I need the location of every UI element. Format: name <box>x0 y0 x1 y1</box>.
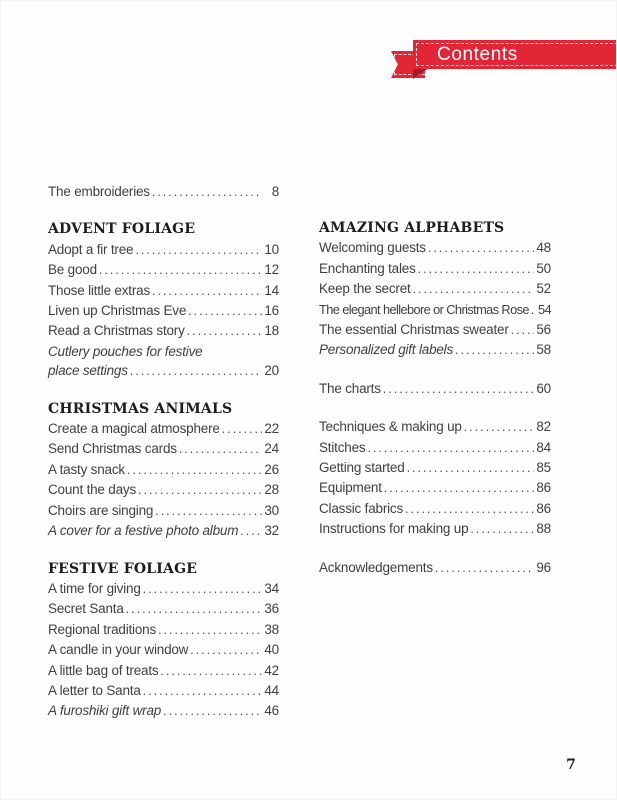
toc-entry-page: 54 <box>537 301 551 317</box>
toc-entry-label: Techniques & making up <box>319 419 462 435</box>
toc-entry <box>48 620 279 640</box>
dot-leader <box>152 182 262 202</box>
toc-entry <box>48 182 279 202</box>
dot-leader <box>407 458 534 478</box>
toc-entry <box>319 238 551 258</box>
toc-entry-page: 24 <box>264 441 279 457</box>
dot-leader <box>367 438 534 458</box>
toc-section-left-1 <box>48 220 279 381</box>
toc-entry-page: 40 <box>264 642 279 658</box>
toc-entry <box>319 478 551 498</box>
dot-leader <box>130 361 262 381</box>
toc-entry <box>319 499 551 519</box>
toc-section-right-0 <box>319 219 551 361</box>
toc-entry-label: Classic fabrics <box>319 500 404 516</box>
toc-entry-label: Enchanting tales <box>319 260 416 276</box>
toc-entry-label: Acknowledgements <box>319 559 433 575</box>
dot-leader <box>138 480 262 500</box>
contents-ribbon <box>413 40 617 69</box>
dot-leader <box>126 599 262 619</box>
toc-entry <box>319 340 551 360</box>
toc-entry-page: 44 <box>264 682 279 698</box>
toc-entry-label: Stitches <box>319 439 366 455</box>
toc-entry-page: 42 <box>264 662 279 678</box>
dot-leader <box>152 281 262 301</box>
toc-section-right-3 <box>319 558 551 578</box>
section-heading: FESTIVE FOLIAGE <box>48 560 198 577</box>
toc-entry-label: Personalized gift labels <box>319 342 454 358</box>
toc-entry-page: 36 <box>264 601 279 617</box>
toc-section-right-2 <box>319 417 551 539</box>
toc-entry <box>48 419 279 439</box>
toc-entry-label: The elegant hellebore or Christmas Rose <box>319 301 529 317</box>
toc-entry-label: The embroideries <box>48 184 150 199</box>
toc-entry <box>319 438 551 458</box>
toc-entry-label: A cover for a festive photo album <box>48 523 239 539</box>
toc-entry <box>48 599 279 619</box>
toc-entry-page: 20 <box>264 363 279 379</box>
dot-leader <box>240 521 262 541</box>
toc-entry-page: 50 <box>536 260 551 276</box>
toc-entry-label: The charts <box>319 380 381 396</box>
toc-entry <box>48 361 279 381</box>
toc-entry-label: A time for giving <box>48 580 141 596</box>
toc-entry-page: 56 <box>536 322 551 338</box>
toc-entry <box>48 260 279 280</box>
toc-entry-page: 58 <box>536 342 551 358</box>
toc-entry-page: 60 <box>536 380 551 396</box>
toc-entry-page: 96 <box>536 559 551 575</box>
toc-entry-label: Keep the secret <box>319 281 411 297</box>
dot-leader <box>158 620 262 640</box>
page-title: Contents <box>437 43 518 65</box>
toc-column-right <box>319 219 551 740</box>
toc-entry <box>48 301 279 321</box>
toc-entry-label: The essential Christmas sweater <box>319 322 509 338</box>
toc-entry-label: Regional traditions <box>48 621 157 637</box>
toc-entry-page: 22 <box>264 421 279 437</box>
section-heading: ADVENT FOLIAGE <box>48 221 196 238</box>
toc-section-left-2 <box>48 400 279 542</box>
toc-entry-page: 8 <box>271 184 279 199</box>
toc-column-left <box>48 182 279 740</box>
section-heading: CHRISTMAS ANIMALS <box>48 400 233 417</box>
toc-entry <box>319 259 551 279</box>
toc-entry <box>48 521 279 541</box>
dot-leader <box>383 379 534 399</box>
toc-entry-label: Instructions for making up <box>319 521 469 537</box>
dot-leader <box>428 238 534 258</box>
toc-entry-page: 10 <box>264 241 279 257</box>
toc-entry <box>319 558 551 578</box>
dot-leader <box>435 558 534 578</box>
toc-entry-label: Read a Christmas story <box>48 323 185 339</box>
toc-entry <box>319 279 551 299</box>
toc-entry-label: A furoshiki gift wrap <box>48 703 162 719</box>
toc-entry-page: 32 <box>264 523 279 539</box>
toc-entry-label: Count the days <box>48 482 137 498</box>
toc-entry <box>48 661 279 681</box>
toc-entry <box>48 240 279 260</box>
toc-entry-label: Send Christmas cards <box>48 441 177 457</box>
toc-entry <box>48 460 279 480</box>
dot-leader <box>163 701 262 721</box>
toc-entry <box>48 342 279 361</box>
toc-entry-page: 28 <box>264 482 279 498</box>
toc-entry <box>319 519 551 539</box>
toc-entry-label: Secret Santa <box>48 601 124 617</box>
dot-leader <box>99 260 262 280</box>
toc-entry-page: 18 <box>264 323 279 339</box>
toc-entry-page: 12 <box>264 262 279 278</box>
toc-entry <box>319 320 551 340</box>
dot-leader <box>531 300 534 320</box>
toc-entry-label: Those little extras <box>48 282 150 298</box>
dot-leader <box>187 321 262 341</box>
toc-entry-page: 38 <box>264 621 279 637</box>
dot-leader <box>405 499 534 519</box>
toc-entry <box>48 321 279 341</box>
toc-entry-label: Welcoming guests <box>319 240 426 256</box>
toc-entry-page: 86 <box>536 480 551 496</box>
toc-entry-label: A little bag of treats <box>48 662 159 678</box>
section-heading: AMAZING ALPHABETS <box>319 220 505 236</box>
toc-entry <box>319 458 551 478</box>
toc-entry-page: 48 <box>536 240 551 256</box>
dot-leader <box>188 301 262 321</box>
toc-entry <box>48 439 279 459</box>
dot-leader <box>135 240 262 260</box>
toc-entry-label: A candle in your window <box>48 642 189 658</box>
dot-leader <box>384 478 534 498</box>
toc-entry <box>319 300 551 320</box>
dot-leader <box>455 340 534 360</box>
toc-entry-page: 86 <box>536 500 551 516</box>
dot-leader <box>190 640 262 660</box>
toc-entry-page: 14 <box>264 282 279 298</box>
dot-leader <box>160 661 262 681</box>
toc-entry-label: Liven up Christmas Eve <box>48 303 187 319</box>
toc-entry <box>319 379 551 399</box>
dot-leader <box>470 519 534 539</box>
toc-entry-label: Cutlery pouches for festive <box>48 343 203 359</box>
toc-entry-page: 85 <box>536 460 551 476</box>
toc-entry-label: place settings <box>48 363 128 379</box>
toc-entry-label: A letter to Santa <box>48 682 141 698</box>
toc-entry-label: Choirs are singing <box>48 502 154 518</box>
toc-entry-page: 88 <box>536 521 551 537</box>
dot-leader <box>179 439 262 459</box>
toc-entry <box>48 501 279 521</box>
toc-entry-page: 84 <box>536 439 551 455</box>
toc-entry <box>48 701 279 721</box>
toc-entry-label: A tasty snack <box>48 461 125 477</box>
toc-entry <box>48 480 279 500</box>
toc-entry-page: 46 <box>264 703 279 719</box>
dot-leader <box>143 579 262 599</box>
toc-entry-page: 82 <box>536 419 551 435</box>
dot-leader <box>222 419 262 439</box>
toc-entry-label: Create a magical atmosphere <box>48 421 220 437</box>
dot-leader <box>418 259 534 279</box>
toc-entry-page: 52 <box>536 281 551 297</box>
table-of-contents <box>48 182 551 740</box>
dot-leader <box>155 501 262 521</box>
toc-entry-label: Adopt a fir tree <box>48 241 134 257</box>
toc-entry <box>48 640 279 660</box>
dot-leader <box>143 681 262 701</box>
toc-entry-page: 30 <box>264 502 279 518</box>
toc-entry <box>319 417 551 437</box>
toc-entry <box>48 681 279 701</box>
toc-entry-label: Be good <box>48 262 97 278</box>
dot-leader <box>464 417 534 437</box>
dot-leader <box>127 460 262 480</box>
toc-entry-page: 16 <box>264 303 279 319</box>
dot-leader <box>413 279 534 299</box>
toc-entry <box>48 579 279 599</box>
toc-entry <box>48 281 279 301</box>
toc-entry-page: 34 <box>264 580 279 596</box>
toc-entry-label: Equipment <box>319 480 382 496</box>
page-number: 7 <box>566 757 576 773</box>
dot-leader <box>511 320 534 340</box>
toc-section-left-0 <box>48 182 279 202</box>
toc-section-left-3 <box>48 560 279 722</box>
toc-entry-page: 26 <box>264 461 279 477</box>
toc-section-right-1 <box>319 379 551 399</box>
toc-entry-label: Getting started <box>319 460 405 476</box>
